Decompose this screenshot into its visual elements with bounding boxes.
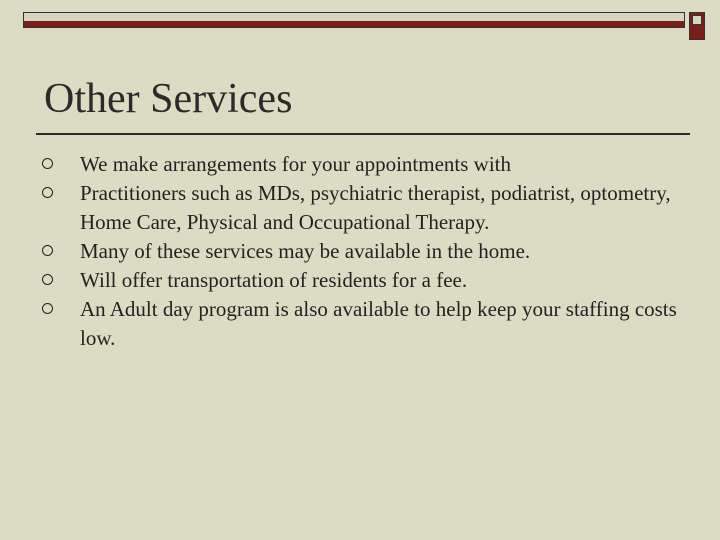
bullet-item <box>40 237 690 266</box>
bullet-text: Will offer transportation of residents for a fee. <box>80 268 468 292</box>
corner-decoration-inner <box>692 15 702 25</box>
bullet-text: We make arrangements for your appointments with <box>80 152 512 176</box>
bullet-item <box>40 295 690 353</box>
header-decoration-band <box>23 12 685 28</box>
slide-title: Other Services <box>44 76 293 122</box>
bullet-item <box>40 150 690 179</box>
bullet-circle-icon <box>42 158 53 169</box>
bullet-item <box>40 179 690 237</box>
bullet-text: An Adult day program is also available to help keep your staffing costs low. <box>80 297 677 350</box>
header-accent-line <box>24 21 684 27</box>
corner-decoration <box>689 12 705 40</box>
bullet-list <box>40 150 690 353</box>
bullet-text: Practitioners such as MDs, psychiatric therapist, podiatrist, optometry, Home Care, Physical and Occupational Therapy. <box>80 181 671 234</box>
bullet-circle-icon <box>42 303 53 314</box>
bullet-circle-icon <box>42 245 53 256</box>
bullet-text: Many of these services may be available in the home. <box>80 239 531 263</box>
bullet-item <box>40 266 690 295</box>
title-divider <box>36 133 690 135</box>
bullet-circle-icon <box>42 274 53 285</box>
bullet-circle-icon <box>42 187 53 198</box>
